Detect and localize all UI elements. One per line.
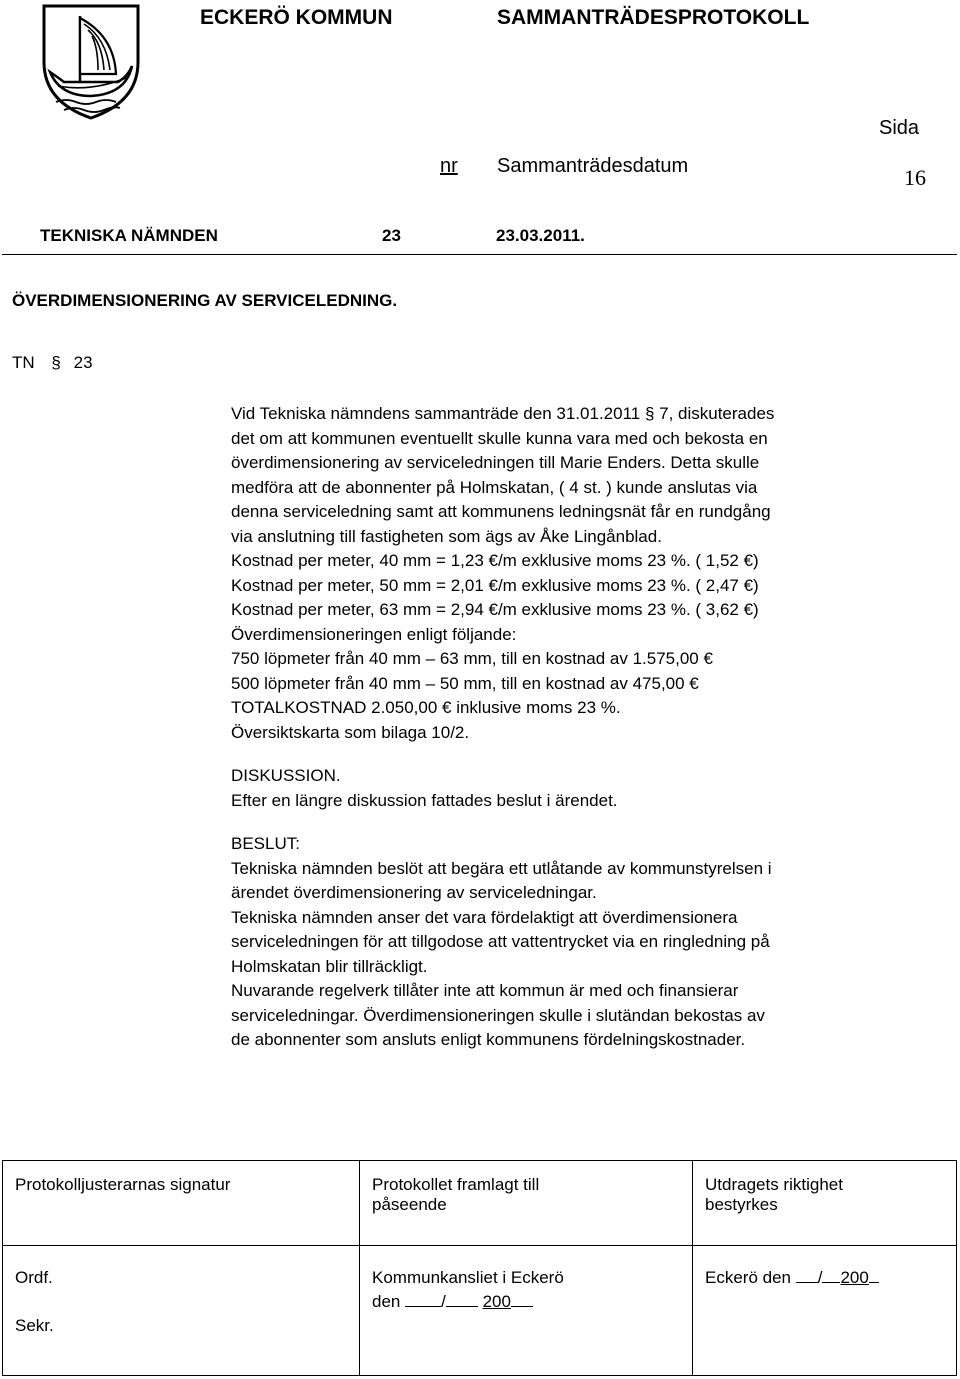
cost-line: Kostnad per meter, 63 mm = 2,94 €/m exklusive moms 23 %. ( 3,62 €) [231,600,759,619]
posted-place: Kommunkansliet i Eckerö [372,1268,564,1287]
decision-line: serviceledningar. Överdimensioneringen skulle i slutändan bekostas av [231,1005,765,1025]
chair-label: Ordf. [15,1268,53,1287]
tn-prefix: TN [12,353,35,372]
posted-col-header [360,1161,693,1246]
signature-col-header [3,1161,360,1246]
decision-line: Tekniska nämnden anser det vara fördelaktigt att överdimensionera [231,907,738,927]
year-value: 200 [840,1268,869,1287]
committee-name: TEKNISKA NÄMNDEN [40,226,218,245]
cost-line: Kostnad per meter, 40 mm = 1,23 €/m exklusive moms 23 %. ( 1,52 €) [231,551,759,570]
cost-line: Kostnad per meter, 50 mm = 2,01 €/m exklusive moms 23 %. ( 2,47 €) [231,575,759,595]
posted-date-line: den / 200 [372,1290,680,1314]
meeting-date: 23.03.2011. [496,226,585,245]
tn-number: 23 [73,353,93,372]
adjusters-signature-label: Protokolljusterarnas signatur [15,1175,231,1194]
body-line: överdimensionering av serviceledningen till Marie Enders. Detta skulle [231,453,760,472]
body-line: via anslutning till fastigheten som ägs av Åke Lingånblad. [231,526,662,546]
certified-date-line: Eckerö den / 200 [705,1266,944,1290]
section-title: ÖVERDIMENSIONERING AV SERVICELEDNING. [12,291,398,310]
body-line: denna serviceledning samt att kommunens ledningsnät får en rundgång [231,502,771,521]
posted-label-line2: påseende [372,1195,447,1214]
certified-cell [693,1246,957,1376]
signature-cell [3,1246,360,1376]
day-blank [405,1290,441,1307]
decision-line: de abonnenter som ansluts enligt kommunens fördelningskostnader. [231,1030,746,1049]
page-number: 16 [904,165,926,190]
signature-table [2,1160,957,1376]
certified-label-line2: bestyrkes [705,1195,778,1214]
decision-line: serviceledningen för att tillgodose att vattentrycket via en ringledning på [231,932,770,951]
meeting-date-label: Sammanträdesdatum [497,155,689,177]
body-line: Vid Tekniska nämndens sammanträde den 31.01.2011 § 7, diskuterades [231,404,775,423]
municipality-crest-logo [36,2,146,120]
body-line: det om att kommunen eventuellt skulle kunna vara med och bekosta en [231,428,768,448]
month-blank [822,1266,840,1283]
discussion-text: Efter en längre diskussion fattades beslut i ärendet. [231,790,618,810]
secretary-label: Sekr. [15,1316,54,1335]
posted-label-line1: Protokollet framlagt till [372,1175,540,1194]
page-label: Sida [879,117,920,139]
body-line: medföra att de abonnenter på Holmskatan, ( 4 st. ) kunde anslutas via [231,477,758,497]
paragraph-reference [12,353,93,373]
section-sign-icon: § [51,353,61,372]
meeting-number: 23 [382,226,401,245]
cost-line: Överdimensioneringen enligt följande: [231,624,517,644]
decision-heading: BESLUT: [231,834,300,853]
decision-line: Holmskatan blir tillräckligt. [231,956,428,976]
attachment-line: Översiktskarta som bilaga 10/2. [231,722,470,742]
municipality-name: ECKERÖ KOMMUN [200,6,393,29]
decision-line: ärendet överdimensionering av serviceledningar. [231,883,597,902]
decision-line: Tekniska nämnden beslöt att begära ett utlåtande av kommunstyrelsen i [231,858,772,878]
certified-col-header [693,1161,957,1246]
posted-cell [360,1246,693,1376]
calc-line: 500 löpmeter från 40 mm – 50 mm, till en kostnad av 475,00 € [231,673,699,693]
year-value: 200 [482,1292,511,1311]
discussion-heading: DISKUSSION. [231,766,341,785]
decision-line: Nuvarande regelverk tillåter inte att kommun är med och finansierar [231,981,739,1000]
total-cost-line: TOTALKOSTNAD 2.050,00 € inklusive moms 23 %. [231,698,621,717]
document-type: SAMMANTRÄDESPROTOKOLL [497,6,810,29]
month-blank [446,1290,478,1307]
nr-label: nr [440,155,458,177]
calc-line: 750 löpmeter från 40 mm – 63 mm, till en kostnad av 1.575,00 € [231,649,713,668]
certified-label-line1: Utdragets riktighet [705,1175,843,1194]
day-blank [796,1266,818,1283]
minutes-body [231,402,931,1053]
header-divider [2,254,957,255]
